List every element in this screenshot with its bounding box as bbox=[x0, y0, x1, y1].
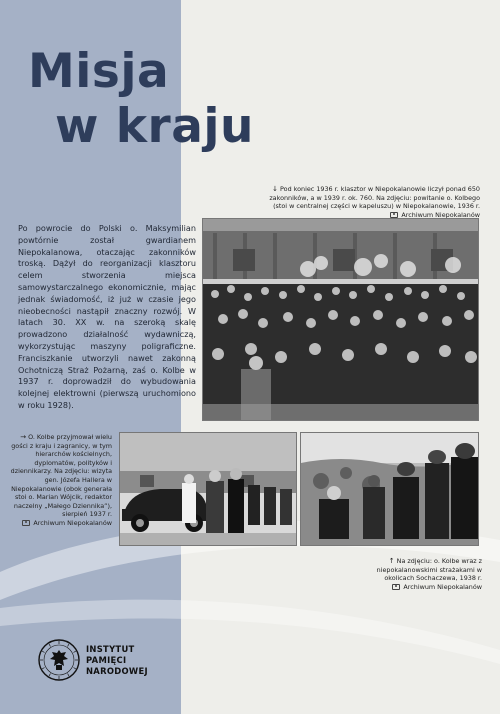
caption-haller-visit bbox=[8, 433, 112, 528]
camera-icon bbox=[392, 584, 400, 590]
camera-icon bbox=[22, 520, 30, 526]
page-title bbox=[28, 44, 254, 154]
title-line-2: w kraju bbox=[55, 99, 255, 154]
camera-icon bbox=[390, 212, 398, 218]
arrow-down-icon: ↓ bbox=[272, 185, 279, 193]
photo-firefighters bbox=[301, 433, 478, 545]
caption-top-text: Pod koniec 1936 r. klasztor w Niepokalanowie liczył ponad 650 zakonników, a w 1939 r. ok. 760. Na zdjęciu: powitanie o. Kolbego (stoi w centralnej części w kapeluszu) w Niepokalanowie, 1936 r. bbox=[269, 185, 480, 211]
ipn-logo bbox=[38, 639, 148, 681]
caption-left-text: O. Kolbe przyjmował wielu gości z kraju i zagranicy, w tym hierarchów kościelnych, dyplomatów, polityków i dziennikarzy. Na zdjęciu: wizyta gen. Józefa Hallera w Niepokalanowie (obok generała stoi o. Marian Wójcik, redaktor naczelny „Małego Dziennika”), sierpień 1937 r. bbox=[10, 433, 112, 519]
logo-line-3: NARODOWEJ bbox=[86, 665, 148, 676]
caption-top-photo bbox=[262, 185, 480, 219]
ipn-logo-text bbox=[86, 644, 148, 677]
photo-credit: Archiwum Niepokalanów bbox=[352, 583, 482, 592]
photo-monks-greeting bbox=[203, 219, 478, 420]
photo-credit: Archiwum Niepokalanów bbox=[262, 211, 480, 220]
arrow-up-icon: ↑ bbox=[388, 557, 395, 565]
arrow-right-icon: → bbox=[20, 433, 27, 441]
title-line-1: Misja bbox=[28, 44, 170, 99]
photo-credit: Archiwum Niepokalanów bbox=[8, 519, 112, 528]
intro-paragraph: Po powrocie do Polski o. Maksymilian powtórnie został gwardianem Niepokalanowa, otaczając zakonników troską. Dążył do reorganizacji klasztoru celem stworzenia miejsca samowystarczalnego ekonomicznie, mając jednak świadomość, iż już w czasie jego nieobecności nastąpił znaczny rozwój. W latach 30. XX w. na szeroką skalę prowadzono działalność wydawniczą, wykorzystując maszyny poligraficzne. Franciszkanie utworzyli nawet zakonną Ochotniczą Straż Pożarną, zaś o. Kolbe w 1937 r. doprowadził do wybudowania kolejnej elektrowni (pierwszą uruchomiono w roku 1928). bbox=[18, 223, 196, 411]
logo-line-1: INSTYTUT bbox=[86, 643, 135, 654]
photo-haller-visit bbox=[120, 433, 296, 545]
ipn-seal-icon bbox=[38, 639, 80, 681]
logo-line-2: PAMIĘCI bbox=[86, 654, 127, 665]
caption-firefighters bbox=[352, 557, 482, 591]
caption-right-text: Na zdjęciu: o. Kolbe wraz z niepokalanowskimi strażakami w okolicach Sochaczewa, 1938 r. bbox=[376, 557, 482, 583]
